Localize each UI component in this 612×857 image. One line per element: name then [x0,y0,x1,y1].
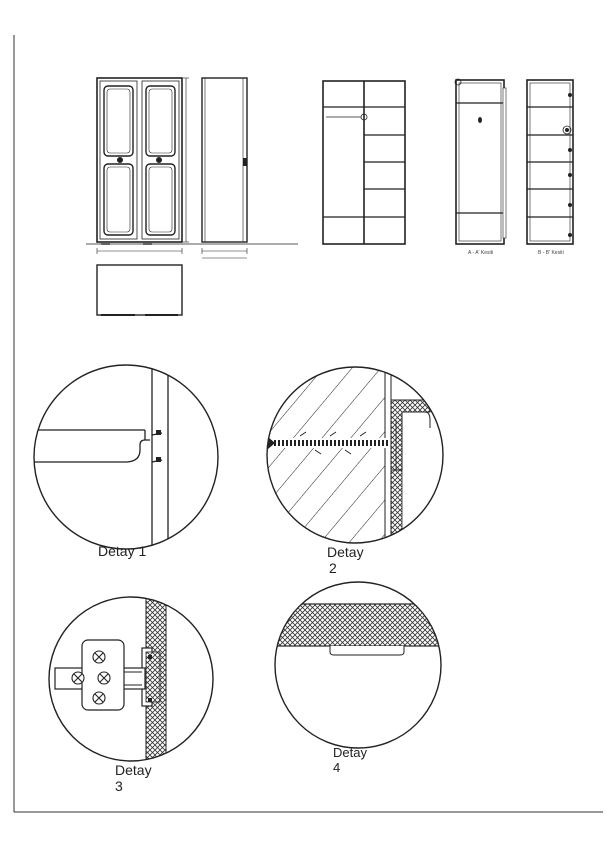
section-a-a [455,79,506,244]
interior-elevation [323,81,405,244]
detail-4-number: 4 [333,760,341,775]
detail-4-word: Detay [333,745,367,760]
detail-3-label [115,763,152,793]
detail-4-label [333,746,367,774]
detail-2-circle [260,360,443,560]
detail-1-word: Detay [98,543,135,559]
detail-1-circle [30,360,218,560]
front-elevation [86,78,298,254]
detail-1-number: 1 [138,543,147,559]
section-a-a-label: A - A' Kesiti [468,250,494,256]
detail-2-word: Detay [327,544,364,560]
detail-1-label [98,544,146,558]
section-b-b [527,80,573,244]
top-view [97,265,182,315]
detail-3-word: Detay [115,762,152,778]
detail-4-circle [270,582,450,748]
section-b-b-label: B - B' Kesiti [538,250,564,256]
detail-3-number: 3 [115,778,123,794]
detail-2-number: 2 [329,560,337,576]
side-elevation [202,78,247,258]
detail-3-circle [49,595,213,765]
detail-2-label [327,545,364,575]
